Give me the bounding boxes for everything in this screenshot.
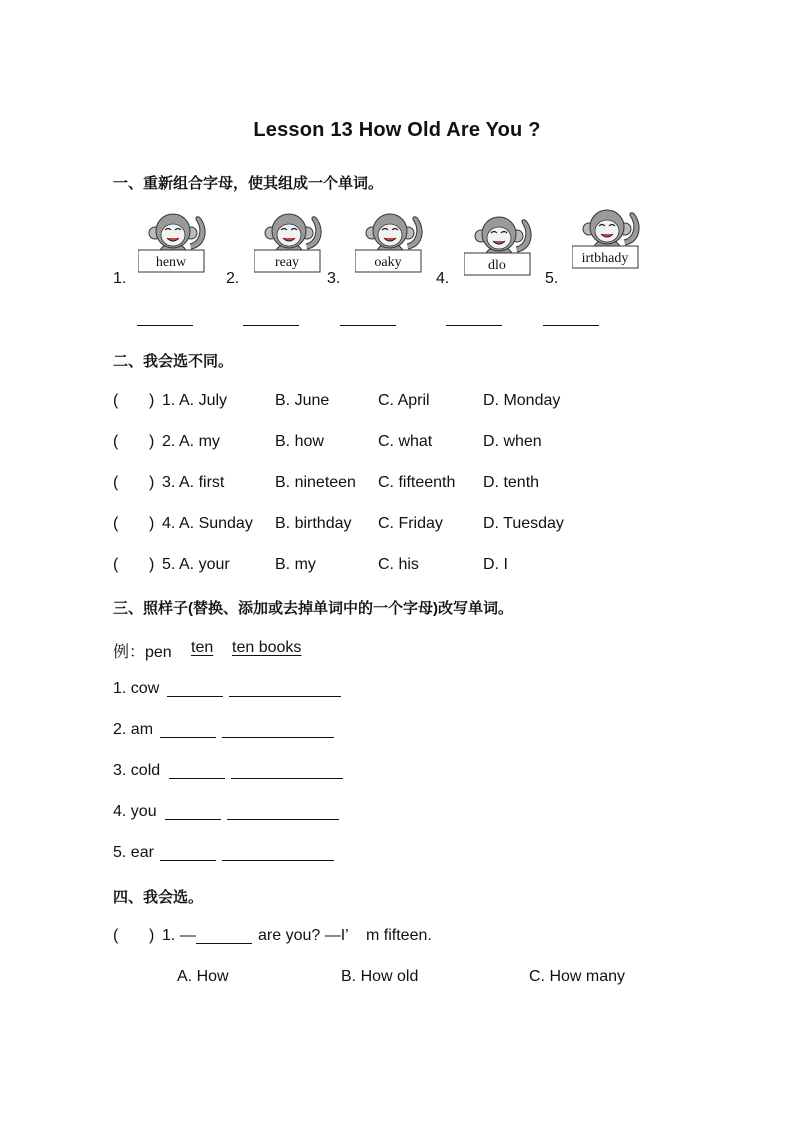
answer-paren-open[interactable]: ( [113, 433, 119, 450]
option-c: C. what [378, 433, 433, 450]
row-number: 4. [162, 515, 176, 532]
option-a: A. first [179, 474, 225, 491]
phrase-blank[interactable] [222, 860, 334, 861]
word-blank[interactable] [160, 860, 216, 861]
answer-paren-open[interactable]: ( [113, 392, 119, 409]
answer-blank[interactable] [137, 325, 193, 326]
answer-blank[interactable] [543, 325, 599, 326]
scrambled-word: irtbhady [581, 251, 629, 266]
scrambled-word: henw [155, 255, 187, 270]
word-blank[interactable] [167, 696, 223, 697]
phrase-blank[interactable] [229, 696, 341, 697]
option-c: C. How many [529, 968, 626, 985]
section-4-heading: 四、我会选。 [113, 889, 204, 906]
answer-paren-close: ) [149, 556, 155, 573]
option-a: A. Sunday [179, 515, 253, 532]
option-a: A. How [177, 968, 229, 985]
answer-paren-close: ) [149, 392, 155, 409]
example-phrase: ten books [232, 639, 302, 656]
section-3-heading: 三、照样子(替换、添加或去掉单词中的一个字母)改写单词。 [113, 600, 513, 617]
rewrite-word: 5. ear [113, 844, 154, 861]
option-b: B. June [275, 392, 330, 409]
question-middle: are you? —I’ [258, 927, 349, 944]
option-b: B. how [275, 433, 324, 450]
item-number: 3. [327, 270, 341, 287]
answer-paren-close: ) [149, 474, 155, 491]
scrambled-word: dlo [488, 258, 506, 273]
section-2-heading: 二、我会选不同。 [113, 353, 234, 370]
phrase-blank[interactable] [227, 819, 339, 820]
row-number: 5. [162, 556, 176, 573]
option-d: D. tenth [483, 474, 540, 491]
option-c: C. his [378, 556, 419, 573]
option-a: A. July [179, 392, 228, 409]
item-number: 5. [545, 270, 559, 287]
rewrite-word: 1. cow [113, 680, 160, 697]
answer-paren-close: ) [149, 515, 155, 532]
page-title: Lesson 13 How Old Are You ? [253, 119, 541, 141]
item-number: 1. [113, 270, 127, 287]
rewrite-word: 2. am [113, 721, 154, 738]
option-b: B. my [275, 556, 316, 573]
question-suffix: m fifteen. [366, 927, 432, 944]
section-1-heading: 一、重新组合字母，使其组成一个单词。 [113, 175, 384, 192]
row-number: 1. [162, 392, 176, 409]
option-d: D. Tuesday [483, 515, 564, 532]
word-blank[interactable] [165, 819, 221, 820]
option-b: B. birthday [275, 515, 352, 532]
option-a: A. my [179, 433, 220, 450]
option-b: B. How old [341, 968, 419, 985]
question-prefix: 1. — [162, 927, 196, 944]
answer-paren-open[interactable]: ( [113, 927, 119, 944]
phrase-blank[interactable] [231, 778, 343, 779]
scrambled-word: reay [274, 255, 300, 270]
row-number: 3. [162, 474, 176, 491]
option-c: C. Friday [378, 515, 443, 532]
option-d: D. when [483, 433, 542, 450]
question-blank[interactable] [196, 943, 252, 944]
option-d: D. I [483, 556, 508, 573]
example-word: ten [191, 639, 214, 656]
answer-blank[interactable] [446, 325, 502, 326]
answer-blank[interactable] [340, 325, 396, 326]
example-label: 例：pen [113, 644, 172, 661]
option-c: C. fifteenth [378, 474, 456, 491]
item-number: 2. [226, 270, 240, 287]
word-blank[interactable] [160, 737, 216, 738]
phrase-blank[interactable] [222, 737, 334, 738]
option-c: C. April [378, 392, 430, 409]
option-d: D. Monday [483, 392, 561, 409]
word-blank[interactable] [169, 778, 225, 779]
scrambled-word: oaky [374, 255, 402, 270]
option-a: A. your [179, 556, 230, 573]
answer-paren-open[interactable]: ( [113, 556, 119, 573]
item-number: 4. [436, 270, 450, 287]
rewrite-word: 4. you [113, 803, 157, 820]
option-b: B. nineteen [275, 474, 356, 491]
answer-paren-open[interactable]: ( [113, 515, 119, 532]
answer-blank[interactable] [243, 325, 299, 326]
answer-paren-open[interactable]: ( [113, 474, 119, 491]
answer-paren-close: ) [149, 927, 155, 944]
rewrite-word: 3. cold [113, 762, 161, 779]
answer-paren-close: ) [149, 433, 155, 450]
row-number: 2. [162, 433, 176, 450]
